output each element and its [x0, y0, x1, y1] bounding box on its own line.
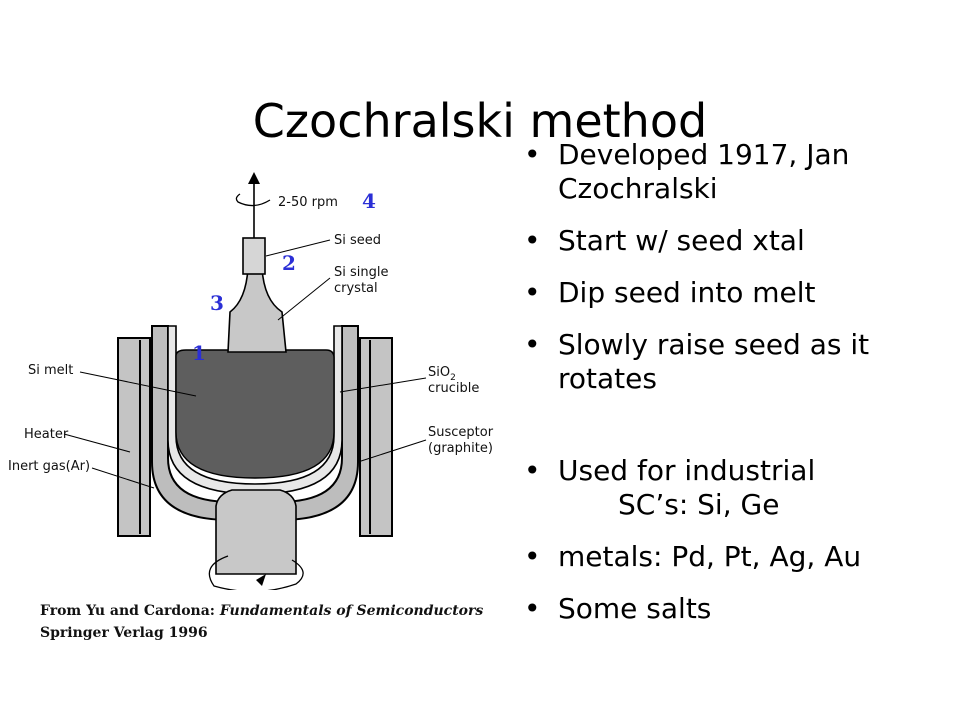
bullet-item: [524, 328, 944, 396]
label-crucible: crucible: [428, 381, 480, 396]
source-caption: [40, 600, 483, 644]
bullet-item: [524, 454, 944, 522]
czochralski-diagram: [0, 170, 520, 590]
bullet-text: metals: Pd, Pt, Ag, Au: [558, 540, 862, 573]
bullet-list: [524, 138, 944, 644]
bullet-text: Slowly raise seed as it rotates: [558, 328, 870, 395]
base-support: [216, 490, 296, 574]
bullet-text: Start w/ seed xtal: [558, 224, 805, 257]
step-number-2: 2: [282, 251, 296, 275]
label-susceptor: Susceptor: [428, 425, 494, 440]
si-melt: [176, 350, 334, 478]
label-inert-gas: Inert gas(Ar): [8, 459, 91, 474]
bullet-item: [524, 540, 944, 574]
label-si-single: Si single: [334, 265, 389, 280]
slide-title: Czochralski method: [252, 93, 708, 148]
label-rpm: 2-50 rpm: [278, 195, 338, 210]
caption-line-2: Springer Verlag 1996: [40, 625, 208, 641]
leader-si-crystal: [278, 278, 330, 320]
leader-si-seed: [266, 240, 330, 256]
heater-left: [118, 338, 150, 536]
rotation-arrow-bottom-head-icon: [256, 574, 266, 586]
bullet-item: [524, 138, 944, 206]
label-si-melt: Si melt: [28, 363, 74, 378]
bullet-text: Developed 1917, Jan Czochralski: [558, 138, 850, 205]
step-number-3: 3: [210, 291, 224, 315]
bullet-text: Used for industrial: [558, 454, 816, 487]
up-arrow-icon: [248, 172, 260, 184]
label-crystal: crystal: [334, 281, 378, 296]
label-heater: Heater: [24, 427, 69, 442]
bullet-text: Dip seed into melt: [558, 276, 816, 309]
bullet-continuation: SC’s: Si, Ge: [618, 488, 780, 521]
si-crystal: [228, 268, 286, 352]
bullet-item: [524, 592, 944, 626]
heater-right: [360, 338, 392, 536]
label-si-seed: Si seed: [334, 233, 382, 248]
bullet-item: [524, 224, 944, 258]
label-graphite: (graphite): [428, 441, 493, 456]
step-number-4: 4: [362, 189, 376, 213]
bullet-item: [524, 276, 944, 310]
label-sio2: SiO$_2$: [428, 365, 456, 383]
step-number-1: 1: [192, 341, 206, 365]
caption-line-1: From Yu and Cardona: Fundamentals of Semiconductors: [40, 603, 484, 619]
seed-holder: [243, 238, 265, 274]
bullet-text: Some salts: [558, 592, 712, 625]
